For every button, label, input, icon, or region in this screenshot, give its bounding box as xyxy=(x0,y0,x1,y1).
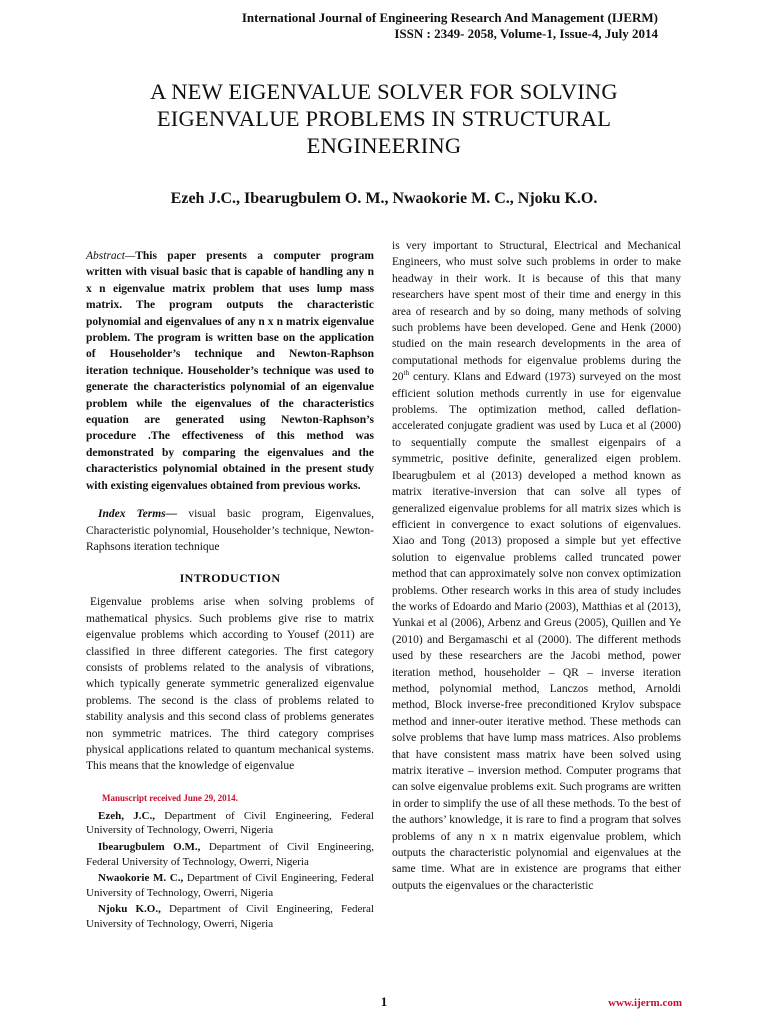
abstract-text: This paper presents a computer program written with visual basic that is capable of handling any n x n eigenvalue matrix problem that uses lump mass matrix. The program outputs the characteristic polynomial and eigenvalues of any n x n matrix eigenvalue problem. The program is written base on the application of Householder’s technique and Newton-Raphson iteration technique. Householder’s technique was used to generate the characteristics polynomial of an eigenvalue problem while the eigenvalues of the characteristics equation are generated using Newton-Raphson’s procedure .The effectiveness of this method was demonstrated by comparing the eigenvalues and the characteristics polynomial obtained in the present study with existing eigenvalues obtained from previous works. xyxy=(86,250,374,492)
paragraph-text-part-1: is very important to Structural, Electrical and Mechanical Engineers, who must solve such problems in order to make headway in their work. It is because of this that many researchers have spent most of their time and energy in this area of research and by so doing, many methods of solving such problems have been developed. Gene and Henk (2000) studied on the main research developments in the area of computational methods for eigenvalue problems during the 20 xyxy=(392,240,681,384)
affiliation-author-name: Ezeh, J.C., xyxy=(98,809,155,822)
title-line: ENGINEERING xyxy=(306,133,462,158)
paper-title xyxy=(80,78,688,159)
abstract-label: Abstract— xyxy=(86,250,136,262)
introduction-continued-paragraph xyxy=(392,238,681,894)
journal-name: International Journal of Engineering Research And Management (IJERM) xyxy=(241,10,658,25)
author-affiliation xyxy=(86,871,374,900)
journal-header xyxy=(200,10,658,42)
author-affiliation xyxy=(86,902,374,931)
introduction-paragraph: Eigenvalue problems arise when solving problems of mathematical physics. Such problems give rise to matrix eigenvalue problems which according to Yousef (2011) are classified in three different categories. The first category consists of problems related to the analysis of vibrations, which typically generate symmetric generalized eigenvalue problems. The second is the class of problems related to stability analysis and this second class of problems generates non symmetric matrices. The third category comprises physical applications related to quantum mechanical systems. This means that the knowledge of eigenvalue xyxy=(86,596,374,773)
index-terms-label: Index Terms— xyxy=(98,508,178,521)
affiliation-author-name: Nwaokorie M. C., xyxy=(98,872,184,885)
journal-website-link[interactable]: www.ijerm.com xyxy=(608,997,682,1009)
index-terms-text: visual basic program, Eigenvalues, Characteristic polynomial, Householder’s technique, Newton-Raphsons iteration technique xyxy=(86,508,374,553)
left-column xyxy=(86,248,374,934)
author-affiliation xyxy=(86,840,374,869)
manuscript-received-note: Manuscript received June 29, 2014. xyxy=(102,792,238,803)
page-number: 1 xyxy=(380,994,388,1009)
affiliation-text: Department of Civil Engineering, Federal University of Technology, Owerri, Nigeria xyxy=(86,809,374,837)
issn-line: ISSN : 2349- 2058, Volume-1, Issue-4, July 2014 xyxy=(394,26,658,41)
abstract xyxy=(86,248,374,494)
affiliation-author-name: Njoku K.O., xyxy=(98,903,161,916)
title-line: A NEW EIGENVALUE SOLVER FOR SOLVING xyxy=(150,79,618,104)
affiliation-text: Department of Civil Engineering, Federal University of Technology, Owerri, Nigeria xyxy=(86,840,374,868)
superscript-th: th xyxy=(403,369,409,378)
affiliation-author-name: Ibearugbulem O.M., xyxy=(98,840,201,853)
affiliation-text: Department of Civil Engineering, Federal University of Technology, Owerri, Nigeria xyxy=(86,903,374,930)
paragraph-text-part-2: century. Klans and Edward (1973) surveyed on the most efficient solution methods currently in use for eigenvalue problems. The optimization method, called deflation-accelerated conjugate gradient was used by Luca et al (2000) to sequentially compute the smallest eigenpairs of a symmetric, positive definite, generalized eigen problem. Ibearugbulem et al (2013) developed a method known as matrix iterative-inversion that can solve all types of generalized eigenvalue problems for all matrix sizes which is efficient in convergence to exact solutions of eigenvalues. Xiao and Tong (2013) proposed a simple but yet effective solution to eigenvalue problems called truncated power method that can approximately solve non convex optimization problems. Other research works in this area of study includes the works of Edoardo and Mario (2003), Matthias et al (2013), Yunkai et al (2006), Arbenz and Greus (2005), Quillen and Ye (2010) and Bergamaschi et al (2000). The different methods used by these researchers are the Jacobi method, power iteration method, householder – QR – inverse iteration method, polynomial method, Lanczos method, Arnoldi method, Block inverse-free preconditioned Krylov subspace method and inner-outer iterative method. These methods can solve problems that have lump mass matrices. Also problems that have consistent mass matrix have been solved using matrix iterative – inversion method. Computer programs that can solve eigenvalue problems exit. Such programs are written in order to simplify the use of all these methods. To the best of the authors’ knowledge, it is rare to find a program that solves problems of any n x n matrix eigenvalue problem, which outputs the characteristic polynomial and eigenvalues at the same time. What are in existence are programs that either outputs the eigenvalues or the characteristic xyxy=(392,371,682,892)
affiliation-text: Department of Civil Engineering, Federal University of Technology, Owerri, Nigeria xyxy=(86,872,375,899)
index-terms xyxy=(86,506,374,555)
right-column xyxy=(392,238,681,894)
section-heading-introduction: INTRODUCTION xyxy=(179,571,281,586)
title-line: EIGENVALUE PROBLEMS IN STRUCTURAL xyxy=(156,106,612,131)
author-list: Ezeh J.C., Ibearugbulem O. M., Nwaokorie M. C., Njoku K.O. xyxy=(170,190,598,207)
author-affiliation xyxy=(86,809,374,838)
